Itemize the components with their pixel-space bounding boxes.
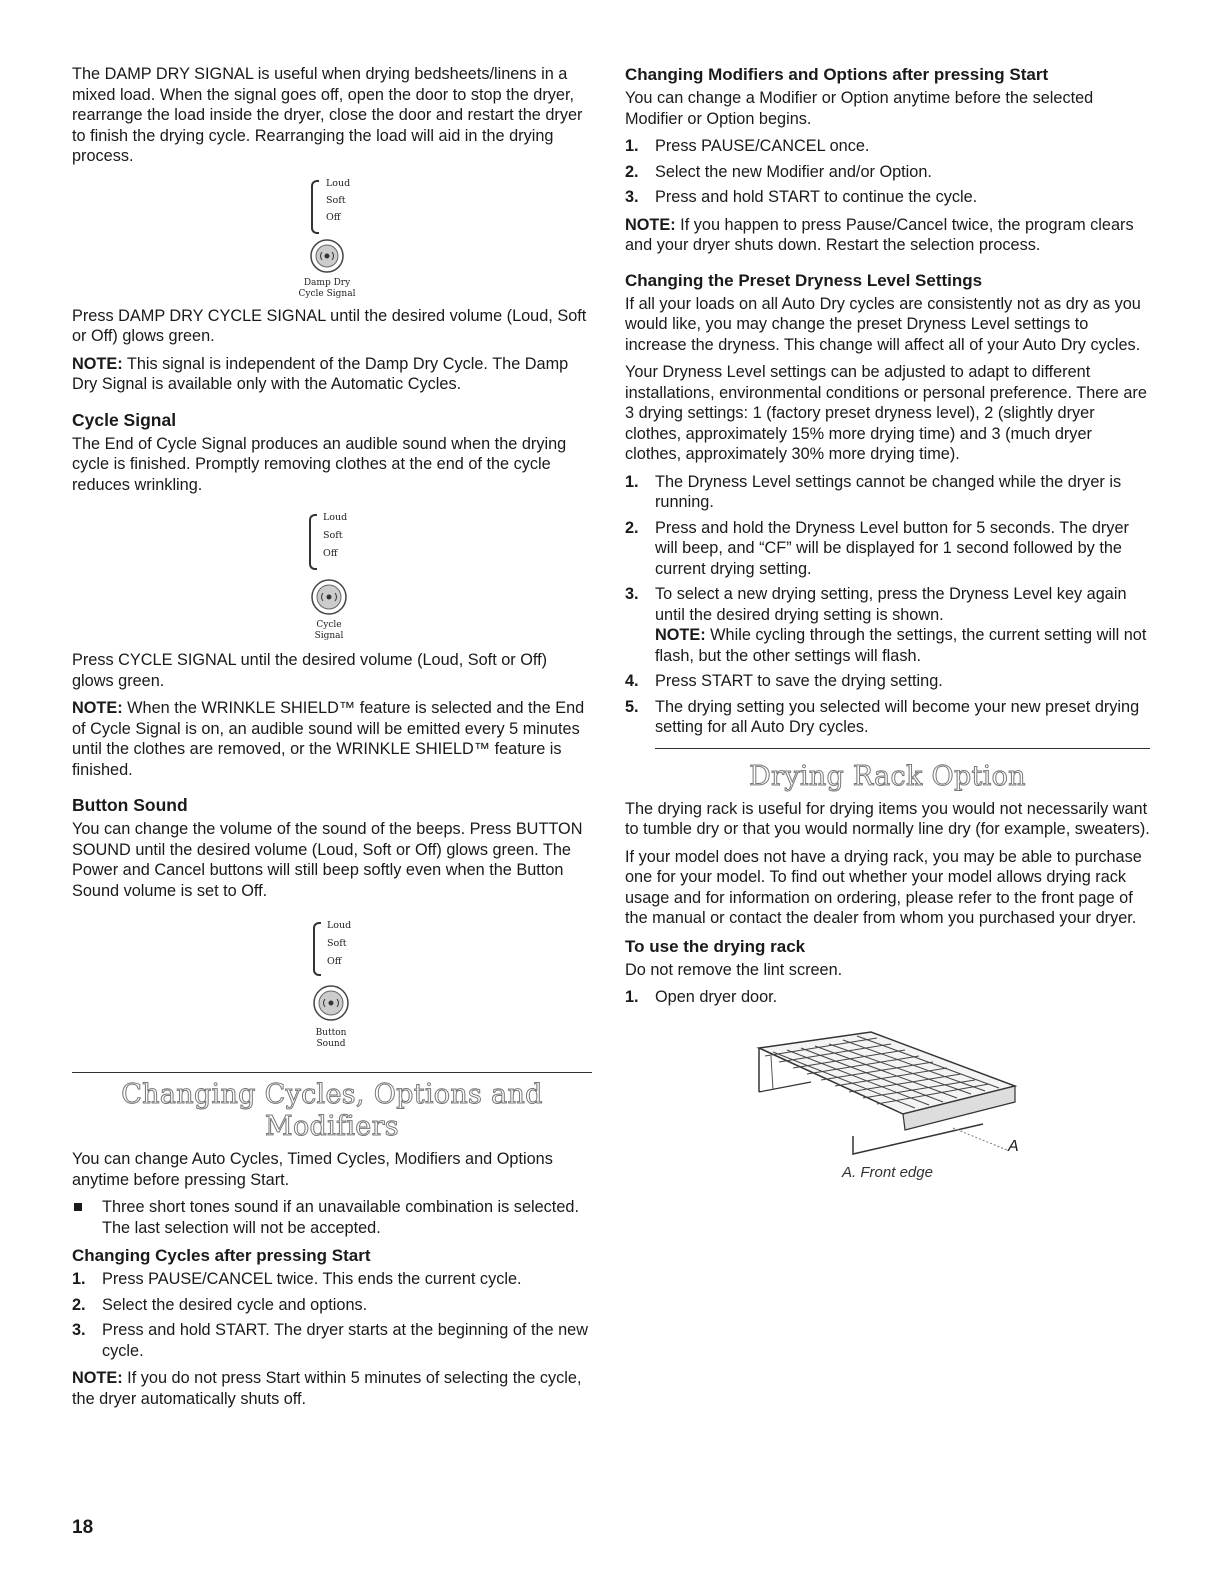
step-number: 3.	[72, 1321, 86, 1339]
off-label: Off	[323, 548, 338, 559]
left-column	[72, 64, 592, 1416]
button-sound-heading: Button Sound	[72, 795, 188, 815]
step-text: To select a new drying setting, press the Dryness Level key again until the desired drying setting is shown.	[655, 585, 1127, 624]
off-label: Off	[327, 956, 342, 967]
soft-label: Soft	[326, 194, 346, 206]
step-text: The drying setting you selected will become your new preset drying setting for all Auto Dry cycles.	[655, 697, 1140, 736]
cycle-signal-text: The End of Cycle Signal produces an audible sound when the drying cycle is finished. Promptly removing clothes at the end of the cycle reduces wrinkling.	[72, 434, 567, 494]
dryness-heading: Changing the Preset Dryness Level Settings	[625, 270, 983, 290]
step-number: 5.	[625, 697, 639, 716]
page-number: 18	[72, 1517, 94, 1538]
caption-line-2: Sound	[316, 1039, 346, 1049]
use-rack-heading: To use the drying rack	[625, 936, 806, 956]
modifiers-note	[625, 215, 1150, 256]
volume-bracket	[309, 514, 317, 570]
volume-bracket	[311, 180, 319, 234]
drying-rack-section-title: Drying Rack Option	[749, 760, 1026, 792]
caption-line-2: Cycle Signal	[298, 288, 356, 299]
damp-dry-caption	[297, 278, 357, 300]
step-number: 1.	[625, 988, 639, 1006]
button-sound-button-icon	[312, 984, 350, 1022]
step-text: Press and hold the Dryness Level button for 5 seconds. The dryer will beep, and “CF” will be displayed for 1 second followed by the current drying setting.	[655, 518, 1129, 578]
note-text: This signal is independent of the Damp Dry Cycle. The Damp Dry Signal is available only with the Automatic Cycles.	[72, 354, 569, 393]
changing-cycles-steps	[72, 1269, 592, 1361]
button-sound-figure	[72, 908, 592, 1072]
step-number: 1.	[625, 472, 639, 491]
step-number: 2.	[625, 162, 639, 181]
bullet-icon	[74, 1203, 82, 1211]
loud-label: Loud	[326, 177, 351, 189]
note-label: NOTE:	[72, 354, 123, 373]
dryness-steps	[625, 472, 1150, 738]
step-number: 2.	[72, 1295, 86, 1314]
list-item	[625, 671, 1150, 692]
list-item	[72, 1269, 592, 1290]
rack-text-1: The drying rack is useful for drying items you would not necessarily want to tumble dry or that you would normally line dry (for example, sweaters).	[625, 799, 1150, 838]
step-text: Select the new Modifier and/or Option.	[655, 162, 932, 181]
changing-modifiers-heading: Changing Modifiers and Options after pressing Start	[625, 65, 1049, 84]
note-text: If you happen to press Pause/Cancel twice, the program clears and your dryer shuts down. Restart the selection process.	[625, 215, 1134, 254]
note-label: NOTE:	[72, 699, 123, 717]
drying-rack-figure	[625, 1026, 1150, 1201]
list-item	[72, 1295, 592, 1316]
step-number: 3.	[625, 188, 639, 206]
note-text: While cycling through the settings, the current setting will not flash, but the other settings will flash.	[655, 626, 1147, 665]
bullet-text: Three short tones sound if an unavailable combination is selected. The last selection will not be accepted.	[102, 1198, 579, 1237]
cycle-signal-button-icon	[310, 578, 348, 616]
caption-line-1: Damp Dry	[303, 277, 351, 288]
changing-modifiers-steps	[625, 136, 1150, 208]
list-item	[625, 187, 1150, 208]
note-label: NOTE:	[625, 215, 676, 234]
dryness-text-1: If all your loads on all Auto Dry cycles are consistently not as dry as you would like, you may change the preset Dryness Level settings to increase the dryness. This change will affect all of your Auto Dry cycles.	[625, 294, 1141, 354]
step-note	[655, 625, 1150, 666]
press-damp-dry-text: Press DAMP DRY CYCLE SIGNAL until the desired volume (Loud, Soft or Off) glows green.	[72, 306, 587, 345]
damp-dry-intro: The DAMP DRY SIGNAL is useful when drying bedsheets/linens in a mixed load. When the signal goes off, open the door to stop the dryer, rearrange the load inside the dryer, close the door and restart the dryer to finish the drying cycle. Rearranging the load will aid in the drying process.	[72, 65, 583, 165]
tones-bullet-list	[72, 1197, 592, 1238]
start-note	[72, 1368, 592, 1409]
step-text: The Dryness Level settings cannot be changed while the dryer is running.	[655, 472, 1122, 511]
step-text: Press and hold START to continue the cycle.	[655, 188, 978, 206]
note-text: If you do not press Start within 5 minutes of selecting the cycle, the dryer automatically shuts off.	[72, 1369, 582, 1408]
list-item	[625, 697, 1150, 738]
step-text: Press PAUSE/CANCEL once.	[655, 137, 870, 155]
damp-dry-signal-figure	[72, 174, 592, 306]
cycle-signal-note	[72, 698, 592, 780]
volume-bracket	[313, 922, 321, 976]
cycle-signal-caption	[299, 620, 359, 642]
press-cycle-signal-text: Press CYCLE SIGNAL until the desired volume (Loud, Soft or Off) glows green.	[72, 651, 548, 690]
step-number: 3.	[625, 585, 639, 603]
front-edge-callout: A	[1008, 1137, 1019, 1155]
cycle-signal-figure	[72, 502, 592, 650]
button-sound-caption	[301, 1028, 361, 1050]
loud-label: Loud	[323, 512, 348, 523]
rack-steps	[625, 987, 1150, 1008]
section-divider	[72, 1072, 592, 1073]
soft-label: Soft	[327, 938, 347, 949]
list-item	[625, 987, 1150, 1008]
rack-text-2: If your model does not have a drying rack, you may be able to purchase one for your model. To find out whether your model allows drying rack usage and for information on ordering, please refer to the front page of the manual or contact the dealer from whom you purchased your dryer.	[625, 847, 1142, 927]
soft-label: Soft	[323, 530, 343, 541]
step-text: Select the desired cycle and options.	[102, 1295, 368, 1314]
caption-line-1: Button	[315, 1028, 347, 1038]
changing-cycles-section-title: Changing Cycles, Options and Modifiers	[121, 1079, 543, 1142]
section-divider	[655, 748, 1150, 749]
figure-caption: A. Front edge	[842, 1163, 933, 1181]
list-item	[625, 518, 1150, 580]
step-number: 1.	[72, 1270, 86, 1288]
button-sound-text: You can change the volume of the sound of the beeps. Press BUTTON SOUND until the desired volume (Loud, Soft or Off) glows green. The Power and Cancel buttons will still beep softly even when the Button Sound volume is set to Off.	[72, 820, 583, 900]
step-number: 1.	[625, 137, 639, 155]
note-label: NOTE:	[72, 1369, 123, 1387]
damp-dry-note	[72, 354, 592, 395]
list-item	[625, 584, 1150, 666]
step-text: Press and hold START. The dryer starts at the beginning of the new cycle.	[102, 1321, 588, 1360]
list-item	[72, 1320, 592, 1361]
note-text: When the WRINKLE SHIELD™ feature is selected and the End of Cycle Signal is on, an audible sound will be emitted every 5 minutes until the clothes are removed, or the WRINKLE SHIELD™ feature is finished.	[72, 699, 585, 779]
step-text: Press START to save the drying setting.	[655, 672, 943, 690]
step-text: Open dryer door.	[655, 988, 778, 1006]
note-label: NOTE:	[655, 626, 706, 644]
dryness-text-2: Your Dryness Level settings can be adjusted to adapt to different installations, environmental conditions or personal preference. There are 3 drying settings: 1 (factory preset dryness level), 2 (slightly dryer clothes, approximately 15% more drying time) and 3 (much dryer clothes, approximately 30% more drying time).	[625, 363, 1147, 463]
right-column	[625, 64, 1150, 1201]
lint-screen-text: Do not remove the lint screen.	[625, 960, 843, 979]
list-item	[625, 162, 1150, 183]
changing-cycles-intro: You can change Auto Cycles, Timed Cycles, Modifiers and Options anytime before pressing Start.	[72, 1150, 553, 1189]
list-item	[72, 1197, 592, 1238]
cycle-signal-heading: Cycle Signal	[72, 409, 177, 430]
loud-label: Loud	[327, 920, 352, 931]
changing-modifiers-text: You can change a Modifier or Option anytime before the selected Modifier or Option begins.	[625, 89, 1094, 128]
step-number: 2.	[625, 518, 639, 537]
step-number: 4.	[625, 672, 639, 690]
caption-line-1: Cycle	[316, 620, 342, 630]
step-text: Press PAUSE/CANCEL twice. This ends the current cycle.	[102, 1270, 522, 1288]
damp-dry-signal-button-icon	[309, 238, 345, 274]
drying-rack-illustration	[753, 1026, 1033, 1176]
list-item	[625, 136, 1150, 157]
changing-cycles-heading: Changing Cycles after pressing Start	[72, 1246, 371, 1265]
list-item	[625, 472, 1150, 513]
caption-line-2: Signal	[314, 631, 344, 641]
off-label: Off	[326, 211, 341, 223]
